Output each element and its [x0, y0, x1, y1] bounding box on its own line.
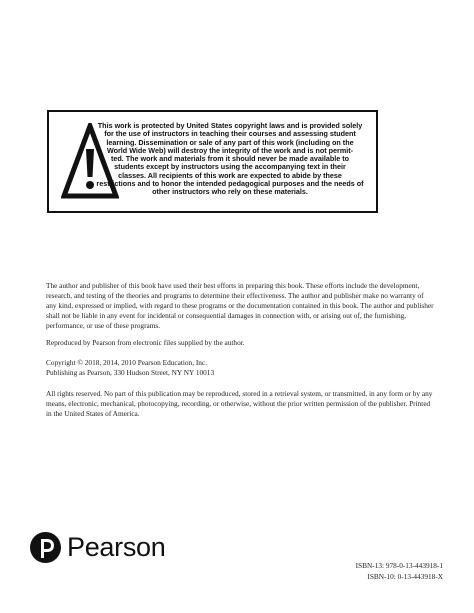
publisher-name: Pearson	[67, 531, 166, 562]
rights-paragraph: All rights reserved. No part of this publication may be reproduced, stored in a retrieval system, or transmitted, in any form or by any means, electronic, mechanical, photocopying, recording, or otherwise, without the prior written permission of the publisher. Printed in the United States of America.	[46, 389, 433, 419]
isbn-10: ISBN-10: 0-13-443918-X	[367, 571, 443, 581]
copyright-warning-box	[47, 110, 378, 213]
pearson-logo-icon	[30, 531, 61, 564]
isbn-13: ISBN-13: 978-0-13-443918-1	[355, 561, 443, 570]
copyright-line: Copyright © 2018, 2014, 2010 Pearson Education, Inc.	[46, 358, 207, 367]
publishing-line: Publishing as Pearson, 330 Hudson Street, NY NY 10013	[46, 368, 215, 377]
reproduced-note: Reproduced by Pearson from electronic files supplied by the author.	[46, 338, 245, 347]
pearson-logo	[30, 527, 165, 567]
disclaimer-paragraph: The author and publisher of this book have used their best efforts in preparing this book. These efforts include the development, research, and testing of the theories and programs to determine their effectiveness. The author and publisher make no warranty of any kind, expressed or implied, with regard to these programs or the documentation contained in this book. The author and publisher shall not be liable in any event for incidental or consequential damages in connection with, or arising out of, the furnishing, performance, or use of these programs.	[46, 281, 434, 331]
isbn-block	[356, 561, 443, 582]
warning-text: This work is protected by United States copyright laws and is provided solely for the use of instructors in teaching their courses and assessing student learning. Dissemination or sale of any part of this work (including on the World Wide Web) will destroy the integrity of the work and is not permit- ted. The work and materials from it should never be made available to students except by instructors using the accompanying text in their classes. All recipients of this work are expected to abide by these restrictions and to honor the intended pedagogical purposes and the needs of other instructors who rely on these materials.	[96, 121, 364, 197]
